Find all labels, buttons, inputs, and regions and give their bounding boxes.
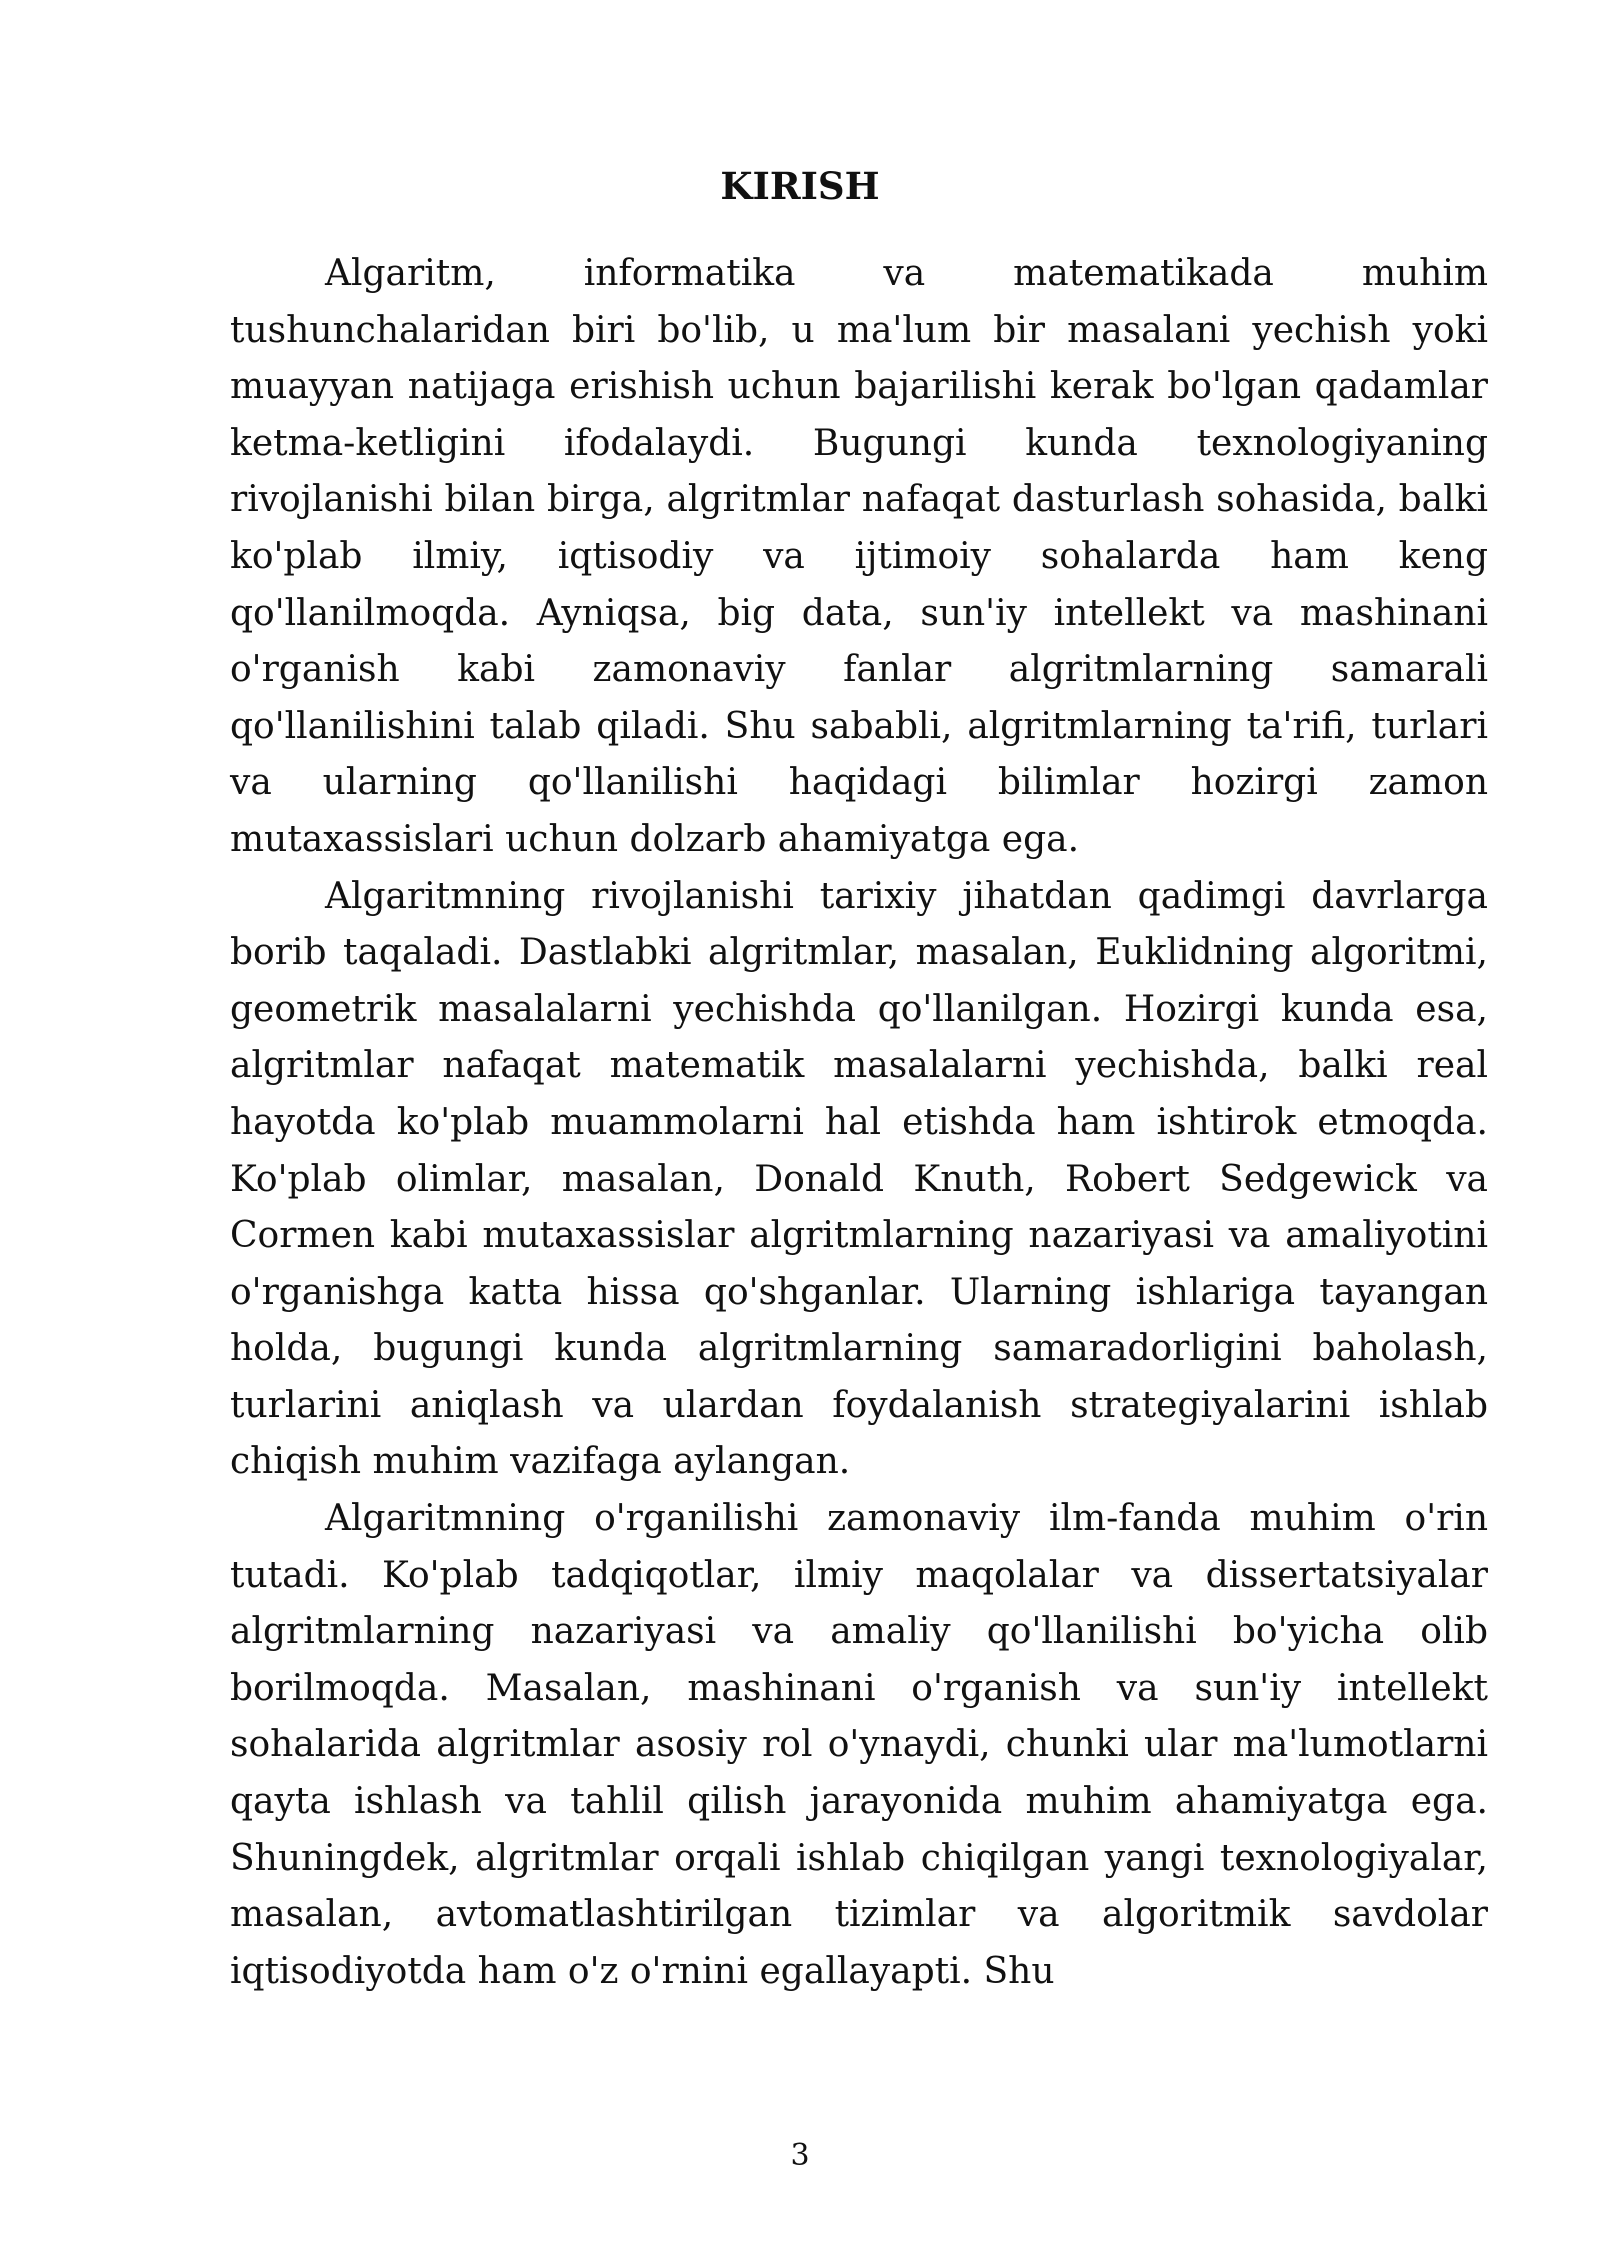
page-title: KIRISH [720, 164, 880, 208]
paragraph-2: Algaritmning rivojlanishi tarixiy jihatdan qadimgi davrlarga borib taqaladi. Dastlabki algritmlar, masalan, Euklidning algoritmi, geometrik masalalarni yechishda qo'llanilgan. Hozirgi kunda esa, algritmlar nafaqat matematik masalalarni yechishda, balki real hayotda ko'plab muammolarni hal etishda ham ishtirok etmoqda. Ko'plab olimlar, masalan, Donald Knuth, Robert Sedgewick va Cormen kabi mutaxassislar algritmlarning nazariyasi va amaliyotini o'rganishga katta hissa qo'shganlar. Ularning ishlariga tayangan holda, bugungi kunda algritmlarning samaradorligini baholash, turlarini aniqlash va ulardan foydalanish strategiyalarini ishlab chiqish muhim vazifaga aylangan. [230, 875, 1488, 1483]
paragraph-3: Algaritmning o'rganilishi zamonaviy ilm-fanda muhim o'rin tutadi. Ko'plab tadqiqotlar, ilmiy maqolalar va dissertatsiyalar algritmlarning nazariyasi va amaliy qo'llanilishi bo'yicha olib borilmoqda. Masalan, mashinani o'rganish va sun'iy intellekt sohalarida algritmlar asosiy rol o'ynaydi, chunki ular ma'lumotlarni qayta ishlash va tahlil qilish jarayonida muhim ahamiyatga ega. Shuningdek, algritmlar orqali ishlab chiqilgan yangi texnologiyalar, masalan, avtomatlashtirilgan tizimlar va algoritmik savdolar iqtisodiyotda ham o'z o'rnini egallayapti. Shu [230, 1498, 1488, 1992]
paragraph-1: Algaritm, informatika va matematikada muhim tushunchalaridan biri bo'lib, u ma'lum bir masalani yechish yoki muayyan natijaga erishish uchun bajarilishi kerak bo'lgan qadamlar ketma-ketligini ifodalaydi. Bugungi kunda texnologiyaning rivojlanishi bilan birga, algritmlar nafaqat dasturlash sohasida, balki ko'plab ilmiy, iqtisodiy va ijtimoiy sohalarda ham keng qo'llanilmoqda. Ayniqsa, big data, sun'iy intellekt va mashinani o'rganish kabi zamonaviy fanlar algritmlarning samarali qo'llanilishini talab qiladi. Shu sababli, algritmlarning ta'rifi, turlari va ularning qo'llanilishi haqidagi bilimlar hozirgi zamon mutaxassislari uchun dolzarb ahamiyatga ega. [230, 253, 1488, 860]
page-number: 3 [790, 2138, 810, 2173]
document-body [230, 246, 1488, 2000]
